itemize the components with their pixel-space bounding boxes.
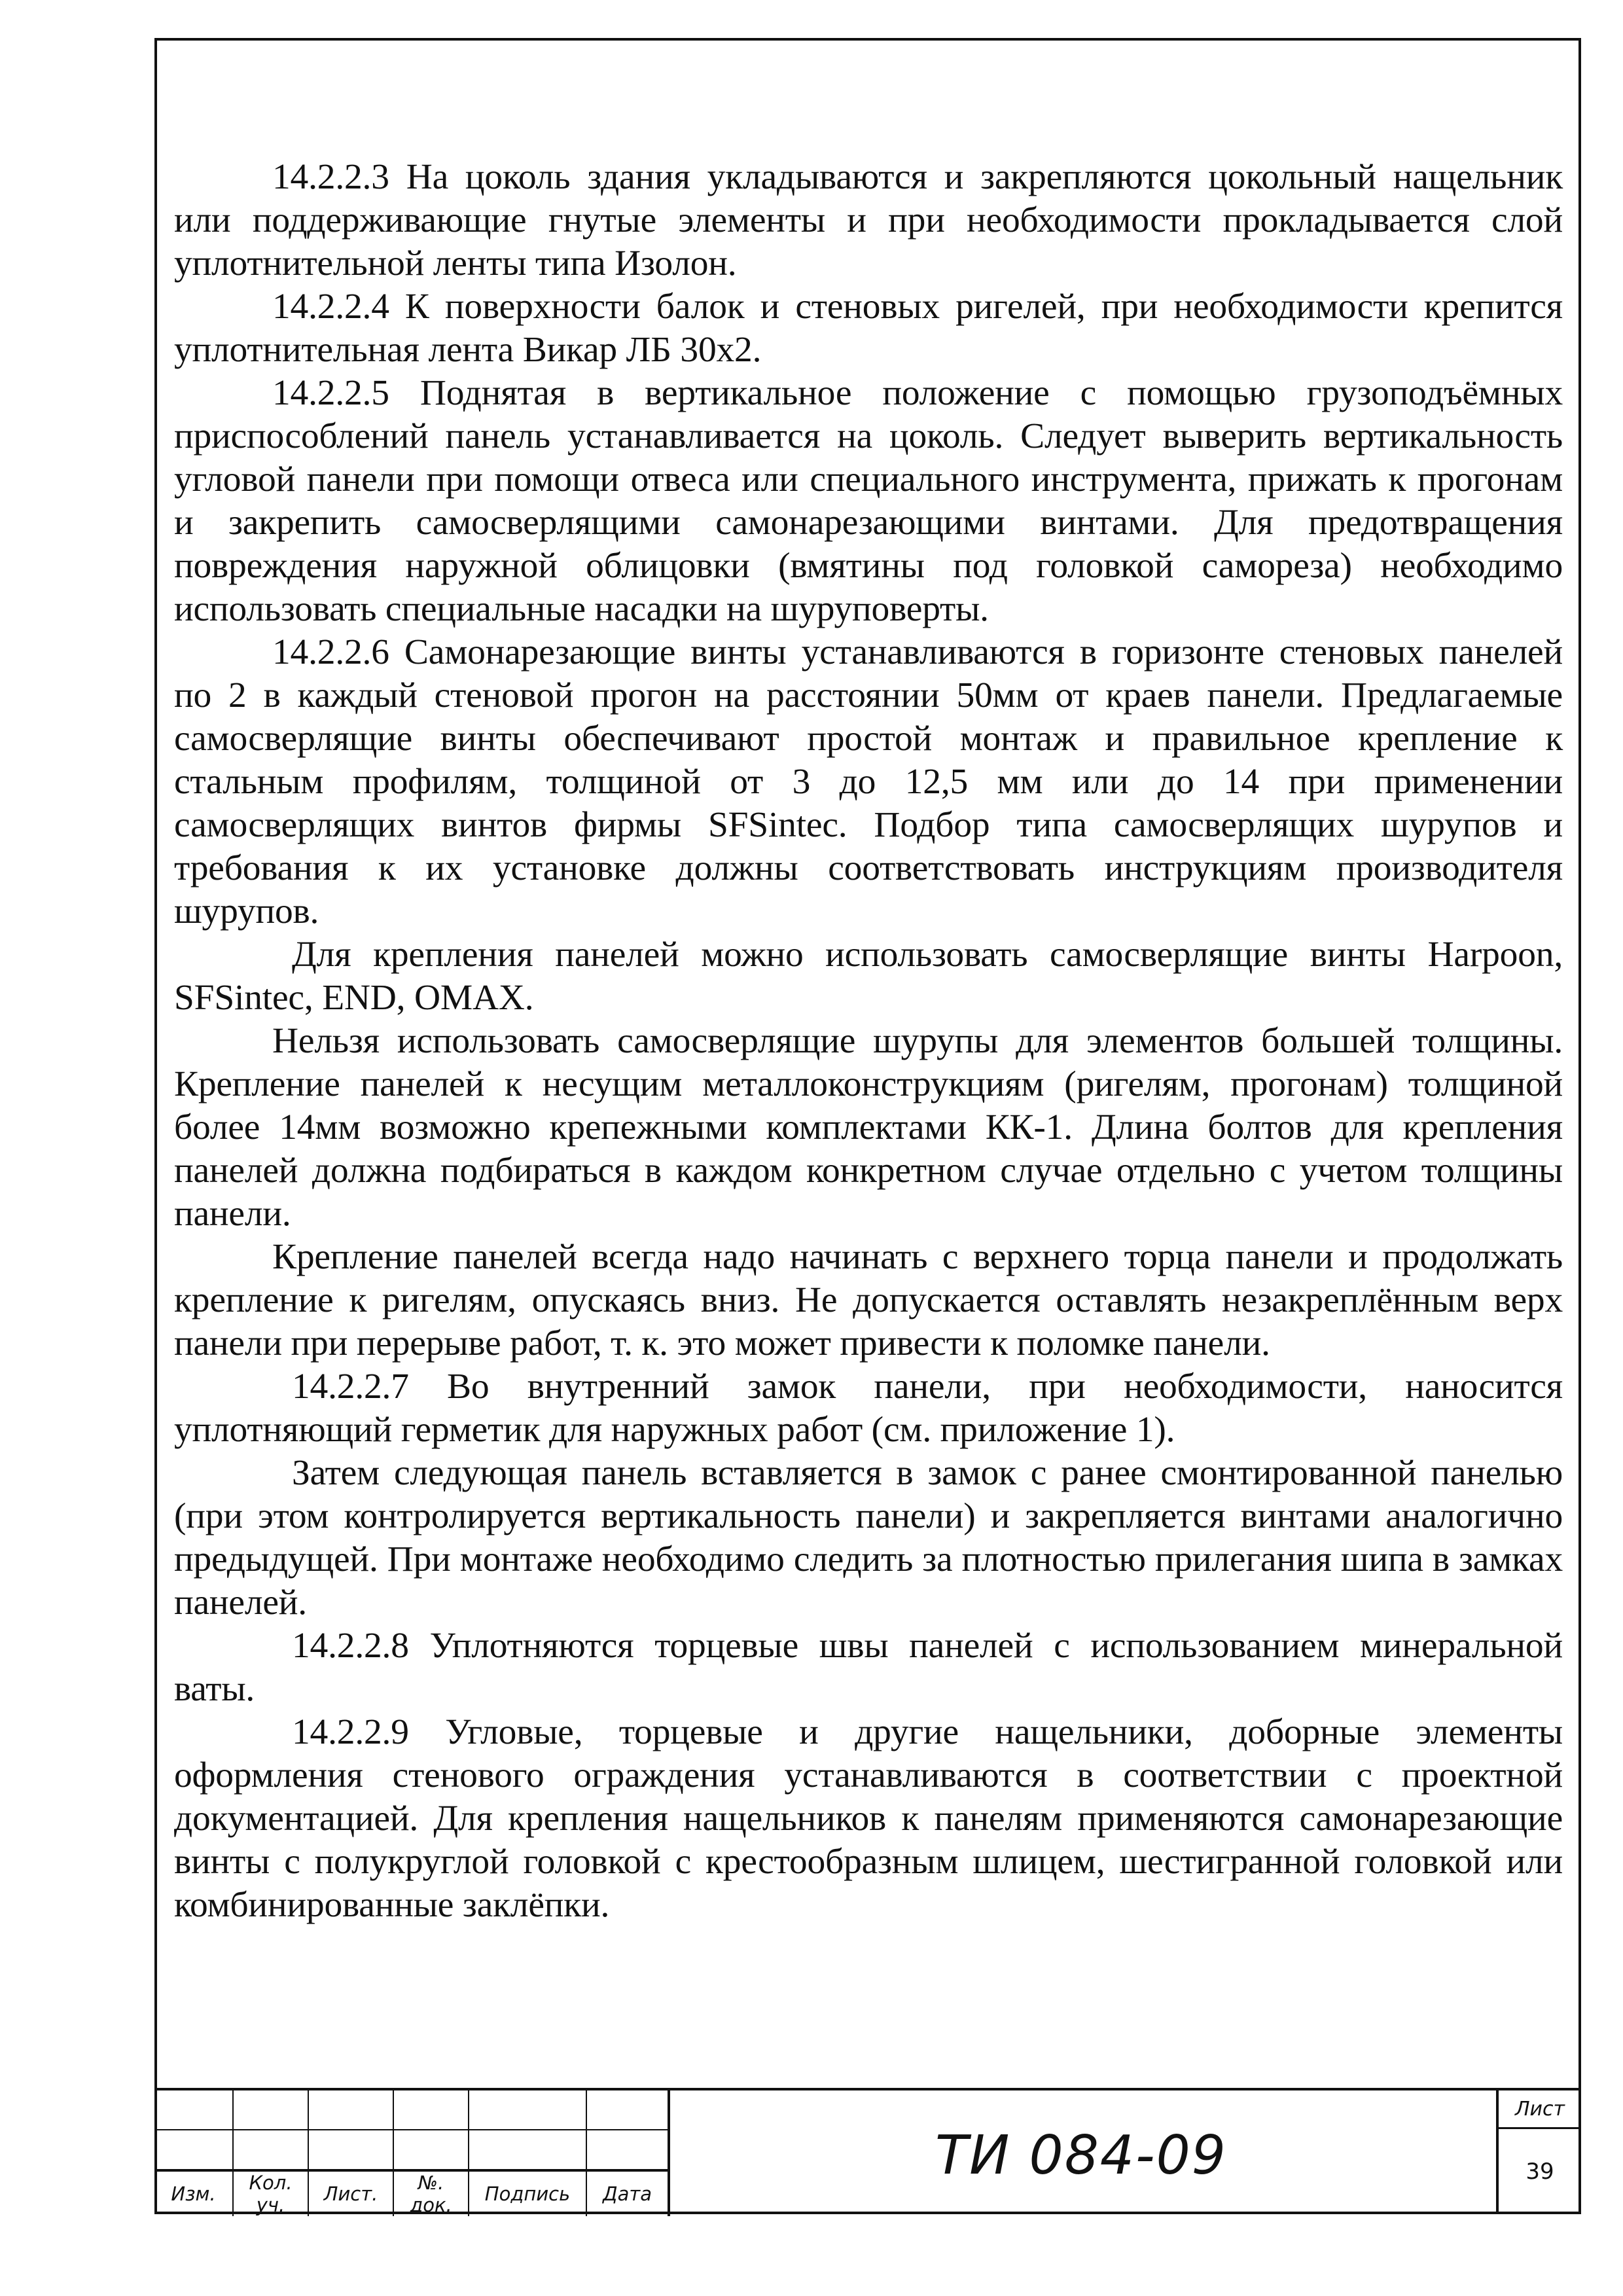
revision-cell <box>233 2130 308 2170</box>
paragraph-14-2-2-8: 14.2.2.8 Уплотняются торцевые швы панелей с использованием минеральной ваты. <box>174 1626 1563 1709</box>
revision-cell <box>586 2130 669 2170</box>
header-data: Дата <box>586 2170 669 2216</box>
revision-cell <box>233 2090 308 2130</box>
title-block <box>154 2088 1581 2214</box>
document-body <box>174 156 1563 1927</box>
revision-cell <box>586 2090 669 2130</box>
revision-cell <box>469 2090 586 2130</box>
sheet-box <box>1496 2090 1581 2214</box>
header-list: Лист. <box>308 2170 393 2216</box>
paragraph-14-2-2-5: 14.2.2.5 Поднятая в вертикальное положение с помощью грузоподъёмных приспособлений панель устанавливается на цоколь. Следует выверить вертикальность угловой панели при помощи отвеса или специального инструмента, прижать к прогонам и закрепить самосверлящими самонарезающими винтами. Для предотвращения повреждения наружной облицовки (вмятины под головкой самореза) необходимо использовать специальные насадки на шуруповерты. <box>174 373 1563 629</box>
revision-cell <box>308 2130 393 2170</box>
revision-cell <box>393 2090 469 2130</box>
header-kol-uch: Кол. уч. <box>233 2170 308 2216</box>
paragraph-14-2-2-3: 14.2.2.3 На цоколь здания укладываются и закрепляются цокольный нащельник или поддерживающие гнутые элементы и при необходимости прокладывается слой уплотнительной ленты типа Изолон. <box>174 157 1563 283</box>
paragraph-14-2-2-4: 14.2.2.4 К поверхности балок и стеновых ригелей, при необходимости крепится уплотнительная лента Викар ЛБ 30х2. <box>174 287 1563 370</box>
sheet-number: 39 <box>1525 2159 1554 2185</box>
revision-table <box>154 2090 670 2216</box>
revision-cell <box>154 2130 233 2170</box>
header-izm: Изм. <box>154 2170 233 2216</box>
document-code: ТИ 084-09 <box>935 2125 1227 2187</box>
paragraph-thick-elements: Нельзя использовать самосверлящие шурупы для элементов большей толщины. Крепление панелей к несущим металлоконструкциям (ригелям, прогонам) толщиной более 14мм возможно крепежными комплектами КК-1. Длина болтов для крепления панелей должна подбираться в каждом конкретном случае отдельно с учетом толщины панели. <box>174 1021 1563 1234</box>
header-n-dok: №. док. <box>393 2170 469 2216</box>
revision-cell <box>308 2090 393 2130</box>
paragraph-14-2-2-6: 14.2.2.6 Самонарезающие винты устанавливаются в горизонте стеновых панелей по 2 в каждый стеновой прогон на расстоянии 50мм от краев панели. Предлагаемые самосверлящие винты обеспечивают простой монтаж и правильное крепление к стальным профилям, толщиной от 3 до 12,5 мм или до 14 при применении самосверлящих винтов фирмы SFSintec. Подбор типа самосверлящих шурупов и требования к их установке должны соответствовать инструкциям производителя шурупов. <box>174 632 1563 931</box>
revision-cell <box>154 2090 233 2130</box>
paragraph-next-panel: Затем следующая панель вставляется в замок с ранее смонтированной панелью (при этом контролируется вертикальность панели) и закрепляется винтами аналогично предыдущей. При монтаже необходимо следить за плотностью прилегания шипа в замках панелей. <box>174 1453 1563 1623</box>
sheet-label: Лист <box>1499 2090 1581 2129</box>
paragraph-14-2-2-7: 14.2.2.7 Во внутренний замок панели, при необходимости, наносится уплотняющий герметик для наружных работ (см. приложение 1). <box>174 1367 1563 1450</box>
paragraph-fastening-order: Крепление панелей всегда надо начинать с верхнего торца панели и продолжать крепление к ригелям, опускаясь вниз. Не допускается оставлять незакреплённым верх панели при перерыве работ, т. к. это может привести к поломке панели. <box>174 1237 1563 1363</box>
header-podpis: Подпись <box>469 2170 586 2216</box>
paragraph-14-2-2-9: 14.2.2.9 Угловые, торцевые и другие нащельники, доборные элементы оформления стенового ограждения устанавливаются в соответствии с проектной документацией. Для крепления нащельников к панелям применяются самонарезающие винты с полукруглой головкой с крестообразным шлицем, шестигранной головкой или комбинированные заклёпки. <box>174 1712 1563 1925</box>
revision-cell <box>469 2130 586 2170</box>
paragraph-fasteners-list: Для крепления панелей можно использовать самосверлящие винты Harpoon, SFSintec, END, OMAX. <box>174 935 1563 1018</box>
revision-cell <box>393 2130 469 2170</box>
